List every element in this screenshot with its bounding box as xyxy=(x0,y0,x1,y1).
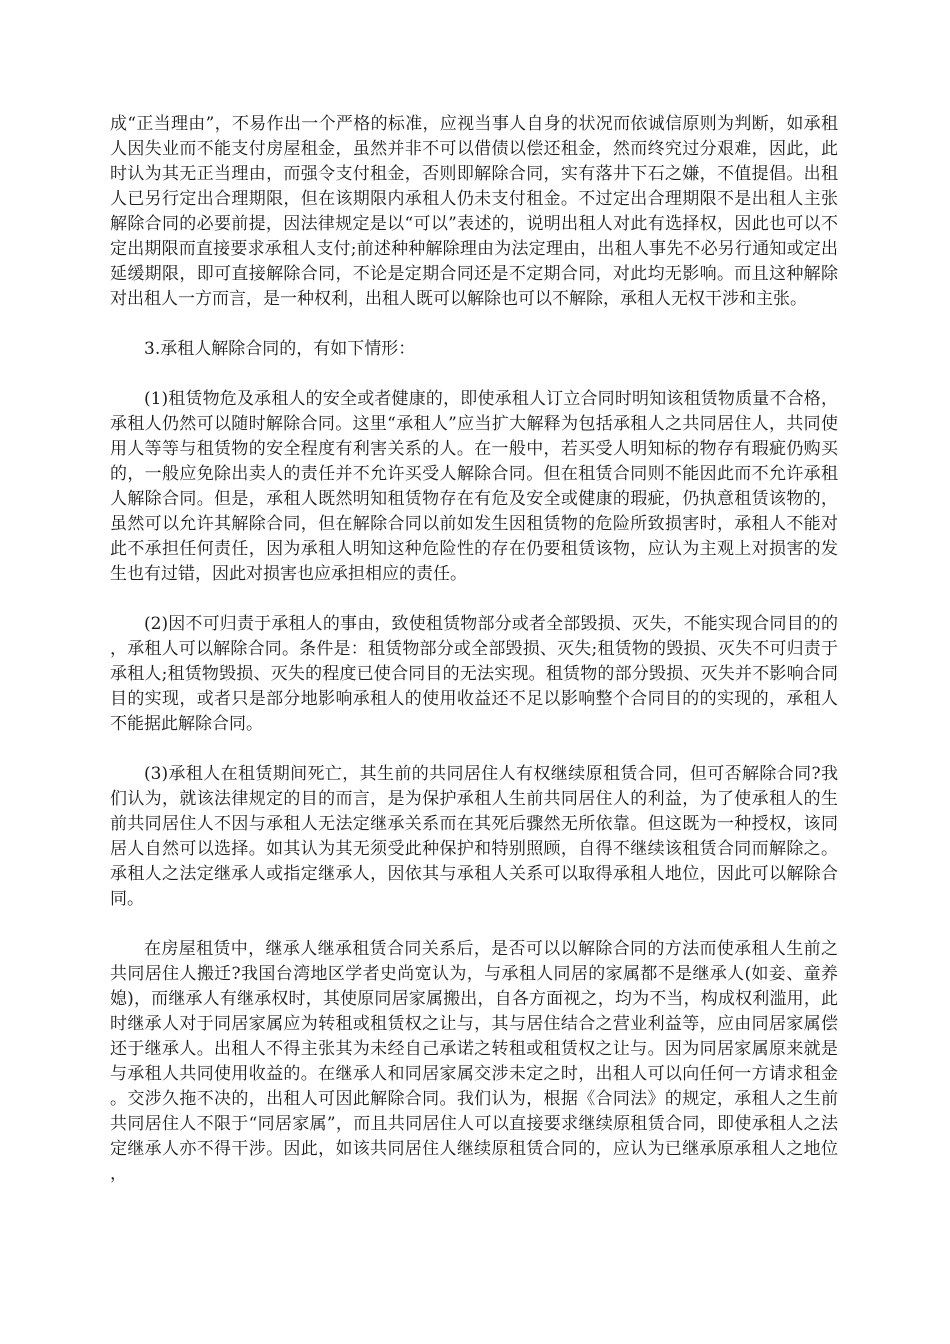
paragraph-continuation: 成“正当理由”，不易作出一个严格的标准，应视当事人自身的状况而依诚信原则为判断，如承租人因失业而不能支付房屋租金，虽然并非不可以借债以偿还租金，然而终究过分艰难，因此，此时认为其无正当理由，而强令支付租金，否则即解除合同，实有落井下石之嫌，不值提倡。出租人已另行定出合理期限，但在该期限内承租人仍未支付租金。不过定出合理期限不是出租人主张解除合同的必要前提，因法律规定是以“可以”表述的，说明出租人对此有选择权，因此也可以不定出期限而直接要求承租人支付;前述种种解除理由为法定理由，出租人事先不必另行通知或定出延缓期限，即可直接解除合同，不论是定期合同还是不定期合同，对此均无影响。而且这种解除对出租人一方而言，是一种权利，出租人既可以解除也可以不解除，承租人无权干涉和主张。 xyxy=(110,114,838,309)
paragraph-housing-lease: 在房屋租赁中，继承人继承租赁合同关系后，是否可以以解除合同的方法而使承租人生前之共同居住人搬迁?我国台湾地区学者史尚宽认为，与承租人同居的家属都不是继承人(如妾、童养媳)，而继承人有继承权时，其使原同居家属搬出，自各方面视之，均为不当，构成权利滥用，此时继承人对于同居家属应为转租或租赁权之让与，其与居住结合之营业利益等，应由同居家属偿还于继承人。出租人不得主张其为未经自己承诺之转租或租赁权之让与。因为同居家属原来就是与承租人共同使用收益的。在继承人和同居家属交涉未定之时，出租人可以向任何一方请求租金。交涉久拖不决的，出租人可因此解除合同。我们认为，根据《合同法》的规定，承租人之生前共同居住人不限于“同居家属”，而且共同居住人可以直接要求继续原租赁合同，即使承租人之法定继承人亦不得干涉。因此，如该共同居住人继续原租赁合同的，应认为已继承原承租人之地位， xyxy=(110,939,838,1184)
paragraph-item-2: (2)因不可归责于承租人的事由，致使租赁物部分或者全部毁损、灭失，不能实现合同目的的，承租人可以解除合同。条件是：租赁物部分或全部毁损、灭失;租赁物的毁损、灭失不可归责于承租人;租赁物毁损、灭失的程度已使合同目的无法实现。租赁物的部分毁损、灭失并不影响合同目的实现，或者只是部分地影响承租人的使用收益还不足以影响整个合同目的的实现的，承租人不能据此解除合同。 xyxy=(110,614,838,734)
paragraph-item-3: (3)承租人在租赁期间死亡，其生前的共同居住人有权继续原租赁合同，但可否解除合同?我们认为，就该法律规定的目的而言，是为保护承租人生前共同居住人的利益，为了使承租人的生前共同居住人不因与承租人无法定继承关系而在其死后骤然无所依靠。但这既为一种授权，该同居人自然可以选择。如其认为其无须受此种保护和特别照顾，自得不继续该租赁合同而解除之。承租人之法定继承人或指定继承人，因依其与承租人关系可以取得承租人地位，因此可以解除合同。 xyxy=(110,764,838,909)
paragraph-item-1: (1)租赁物危及承租人的安全或者健康的，即使承租人订立合同时明知该租赁物质量不合格，承租人仍然可以随时解除合同。这里“承租人”应当扩大解释为包括承租人之共同居住人，共同使用人等等与租赁物的安全程度有利害关系的人。在一般中，若买受人明知标的物存有瑕疵仍购买的，一般应免除出卖人的责任并不允许买受人解除合同。但在租赁合同则不能因此而不允许承租人解除合同。但是，承租人既然明知租赁物存在有危及安全或健康的瑕疵，仍执意租赁该物的，虽然可以允许其解除合同，但在解除合同以前如发生因租赁物的危险所致损害时，承租人不能对此不承担任何责任，因为承租人明知这种危险性的存在仍要租赁该物，应认为主观上对损害的发生也有过错，因此对损害也应承担相应的责任。 xyxy=(110,389,838,584)
paragraph-heading-3: 3.承租人解除合同的，有如下情形： xyxy=(144,339,416,359)
document-page xyxy=(110,112,838,1187)
